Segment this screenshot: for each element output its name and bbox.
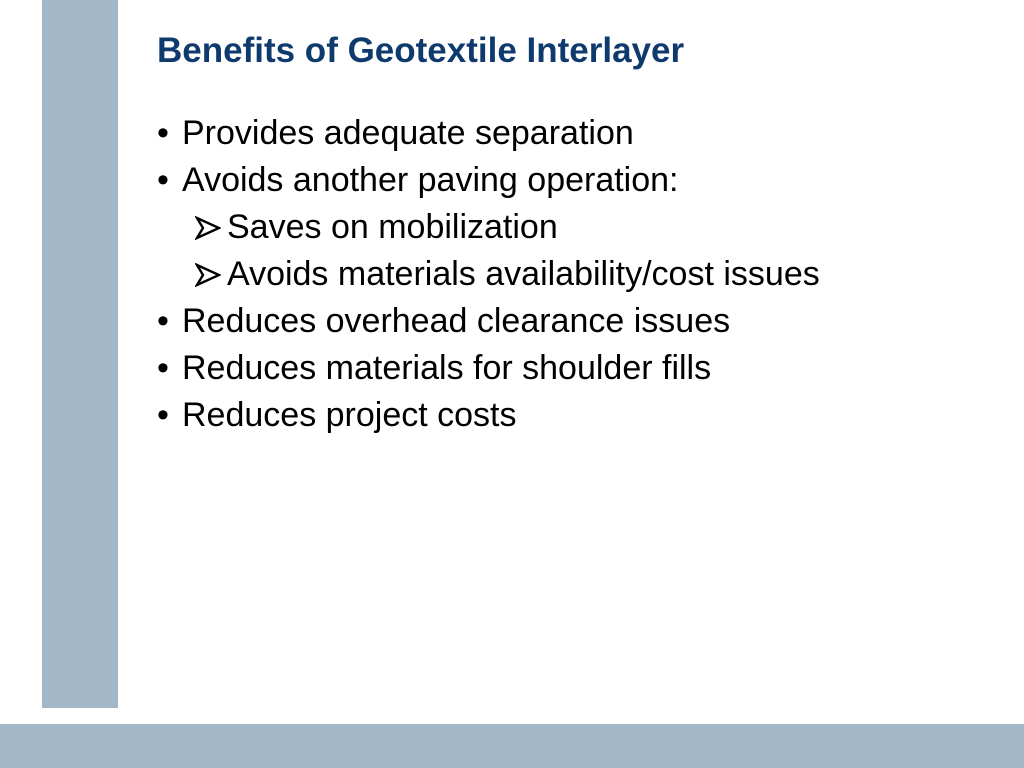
bullet-marker: • [157,396,169,434]
bullet-text: Reduces overhead clearance issues [182,302,731,340]
bullet-item [157,345,820,392]
bullet-marker: • [157,161,169,199]
bullet-marker: • [157,114,169,152]
arrow-bullet-icon [195,204,227,251]
bullet-item [157,298,820,345]
sub-bullet-text: Avoids materials availability/cost issues [227,255,820,293]
bullet-marker: • [157,349,169,387]
bullet-text: Avoids another paving operation: [182,161,679,199]
bullet-text: Reduces materials for shoulder fills [182,349,712,387]
left-decorative-band [42,0,118,708]
arrow-bullet-icon [195,251,227,298]
bullet-item [157,110,820,157]
bullet-marker: • [157,302,169,340]
slide-title: Benefits of Geotextile Interlayer [157,31,685,70]
bullet-text: Provides adequate separation [182,114,634,152]
sub-bullet-item [157,204,820,251]
bullet-item [157,392,820,439]
bullet-list [157,110,820,439]
sub-bullet-text: Saves on mobilization [227,208,558,246]
sub-bullet-item [157,251,820,298]
bullet-item [157,157,820,204]
bullet-text: Reduces project costs [182,396,517,434]
bottom-decorative-band [0,724,1024,768]
